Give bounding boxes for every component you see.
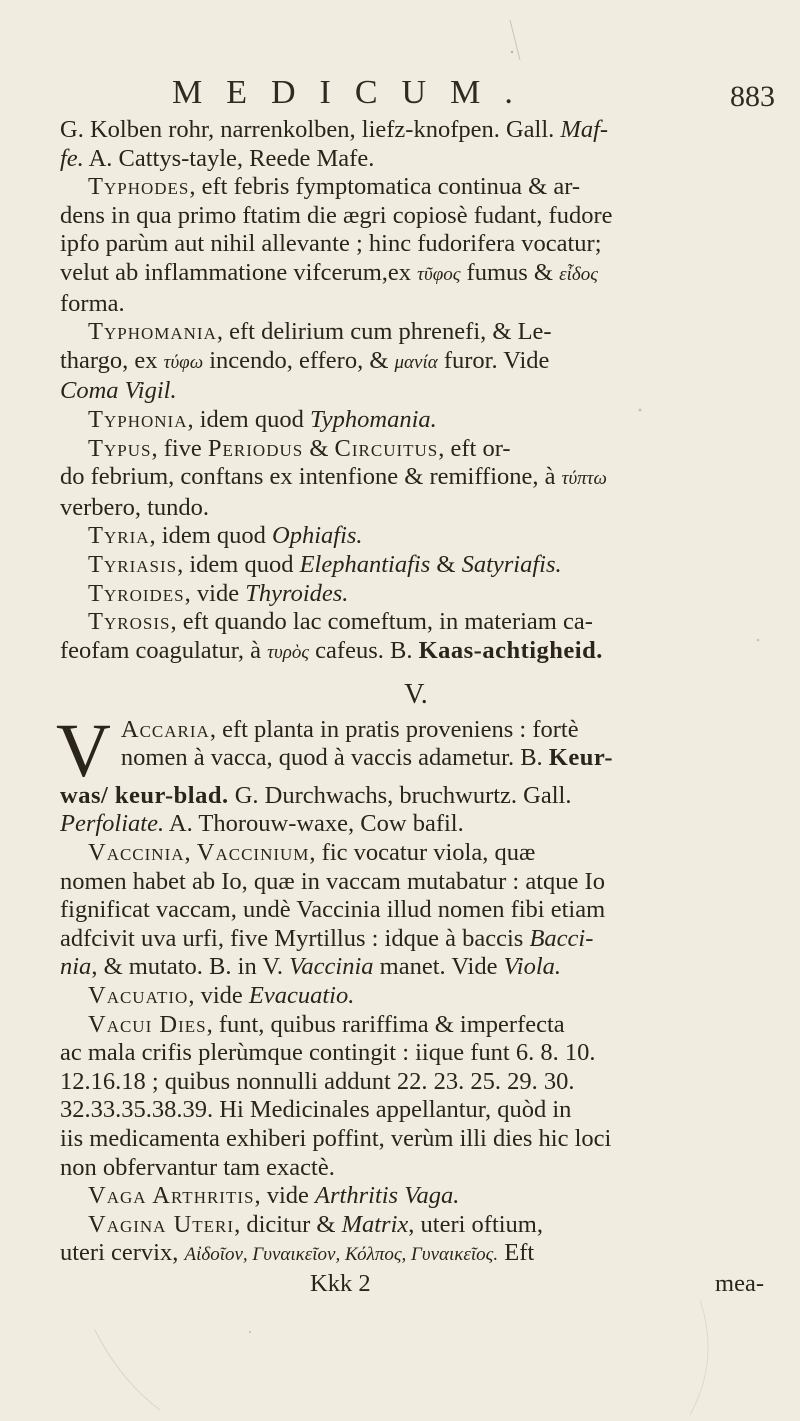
entry-typhodes-line-5: forma. <box>60 289 125 317</box>
entry-vagina-line-2: uteri cervix, Αἰδοῖον, Γυναικεῖον, Κόλπος, Γυναικεῖος. Eft <box>60 1239 535 1267</box>
entry-vaccaria-line-3: was/ keur-blad. G. Durchwachs, bruchwurtz. Gall. <box>60 781 572 809</box>
signature-mark: Kkk 2 <box>310 1269 371 1297</box>
entry-vaccaria-line-4: Perfoliate. A. Thorouw-waxe, Cow bafil. <box>60 810 464 838</box>
entry-typhodes-line-2: dens in qua primo ftatim die ægri copiosè fudant, fudore <box>60 201 613 229</box>
entry-vacui-line-6: non obfervantur tam exactè. <box>60 1153 335 1181</box>
entry-vacui-line-4: 32.33.35.38.39. Hi Medicinales appellantur, quòd in <box>60 1096 572 1124</box>
entry-kolben-line-2: fe. A. Cattys-tayle, Reede Mafe. <box>60 144 375 172</box>
entry-vacui-line-2: ac mala crifis plerùmque contingit : iique funt 6. 8. 10. <box>60 1039 596 1067</box>
entry-typhomania: Typhomania, eft delirium cum phrenefi, & Le- <box>88 318 552 346</box>
entry-typhodes-line-4: velut ab inflammatione vifcerum,ex τῦφος fumus & εἶδος <box>60 258 598 286</box>
headword: Typhonia <box>88 405 188 433</box>
entry-vacuatio: Vacuatio, vide Evacuatio. <box>88 982 355 1010</box>
entry-tyria: Tyria, idem quod Ophiafis. <box>88 522 363 550</box>
headword: Tyrosis <box>88 608 171 636</box>
entry-vacui-line-5: iis medicamenta exhiberi poffint, verùm illi dies hic loci <box>60 1125 612 1152</box>
headword: Vacui Dies <box>88 1010 207 1038</box>
entry-vaccinia-line-2: nomen habet ab Io, quæ in vaccam mutabatur : atque Io <box>60 867 605 895</box>
section-heading-v: V. <box>404 679 428 711</box>
entry-tyroides: Tyroides, vide Thyroides. <box>88 579 349 607</box>
entry-typhomania-line-2: thargo, ex τύφω incendo, effero, & μανία furor. Vide <box>60 346 550 374</box>
entry-typhonia: Typhonia, idem quod Typhomania. <box>88 405 437 433</box>
entry-vacui-line-3: 12.16.18 ; quibus nonnulli addunt 22. 23. 25. 29. 30. <box>60 1067 575 1095</box>
entry-vaccaria-line-1: Accaria, eft planta in pratis proveniens : fortè <box>120 715 579 743</box>
headword: Typhomania <box>88 318 217 346</box>
headword: Tyroides <box>88 579 185 607</box>
headword: Vacuatio <box>88 982 189 1010</box>
headword: Typhodes <box>88 173 190 201</box>
entry-typus-line-2: do febrium, conftans ex intenfione & remiffione, à τύπτω <box>60 463 607 491</box>
headword: Tyria <box>88 522 150 550</box>
running-head: MEDICUM. <box>172 74 537 111</box>
entry-tyrosis: Tyrosis, eft quando lac comeftum, in materiam ca- <box>88 608 593 636</box>
headword: Tyriasis <box>88 550 178 578</box>
entry-typhodes-line-3: ipfo parùm aut nihil allevante ; hinc fudorifera vocatur; <box>60 230 602 258</box>
entry-vacui-dies: Vacui Dies, funt, quibus rariffima & imperfecta <box>88 1010 565 1038</box>
page-number: 883 <box>730 80 775 113</box>
entry-tyriasis: Tyriasis, idem quod Elephantiafis & Satyriafis. <box>88 550 562 578</box>
entry-vaccinia: Vaccinia, Vaccinium, fic vocatur viola, quæ <box>88 839 536 867</box>
entry-vaccaria-line-2: nomen à vacca, quod à vaccis adametur. B. Keur- <box>120 744 613 772</box>
headword: Vaccinium <box>196 839 310 867</box>
entry-tyrosis-line-2: feofam coagulatur, à τυρὸς cafeus. B. Kaas-achtigheid. <box>60 636 603 664</box>
entry-vaga-arthritis: Vaga Arthritis, vide Arthritis Vaga. <box>88 1182 460 1210</box>
headword: Accaria <box>120 715 210 743</box>
headword: Vaccinia <box>88 839 185 867</box>
entry-typus-line-3: verbero, tundo. <box>60 493 209 521</box>
headword: Typus <box>88 434 152 462</box>
entry-typhomania-line-3: Coma Vigil. <box>60 377 177 405</box>
entry-vaccinia-line-4: adfcivit uva urfi, five Myrtillus : idque à baccis Bacci- <box>60 924 594 952</box>
entry-kolben-line-1: G. Kolben rohr, narrenkolben, liefz-knofpen. Gall. Maf- <box>60 116 609 143</box>
entry-typus: Typus, five Periodus & Circuitus, eft or- <box>88 434 511 462</box>
entry-typhodes: Typhodes, eft febris fymptomatica continua & ar- <box>88 173 581 201</box>
entry-vaccinia-line-3: fignificat vaccam, undè Vaccinia illud nomen fibi etiam <box>60 896 606 924</box>
headword: Vaga Arthritis <box>88 1182 255 1210</box>
headword: Vagina Uteri <box>88 1210 235 1238</box>
entry-vaccinia-line-5: nia, & mutato. B. in V. Vaccinia manet. Vide Viola. <box>60 953 561 981</box>
drop-cap: V <box>56 708 111 793</box>
entry-vagina-uteri: Vagina Uteri, dicitur & Matrix, uteri oftium, <box>88 1210 543 1238</box>
catchword: mea- <box>715 1269 764 1297</box>
